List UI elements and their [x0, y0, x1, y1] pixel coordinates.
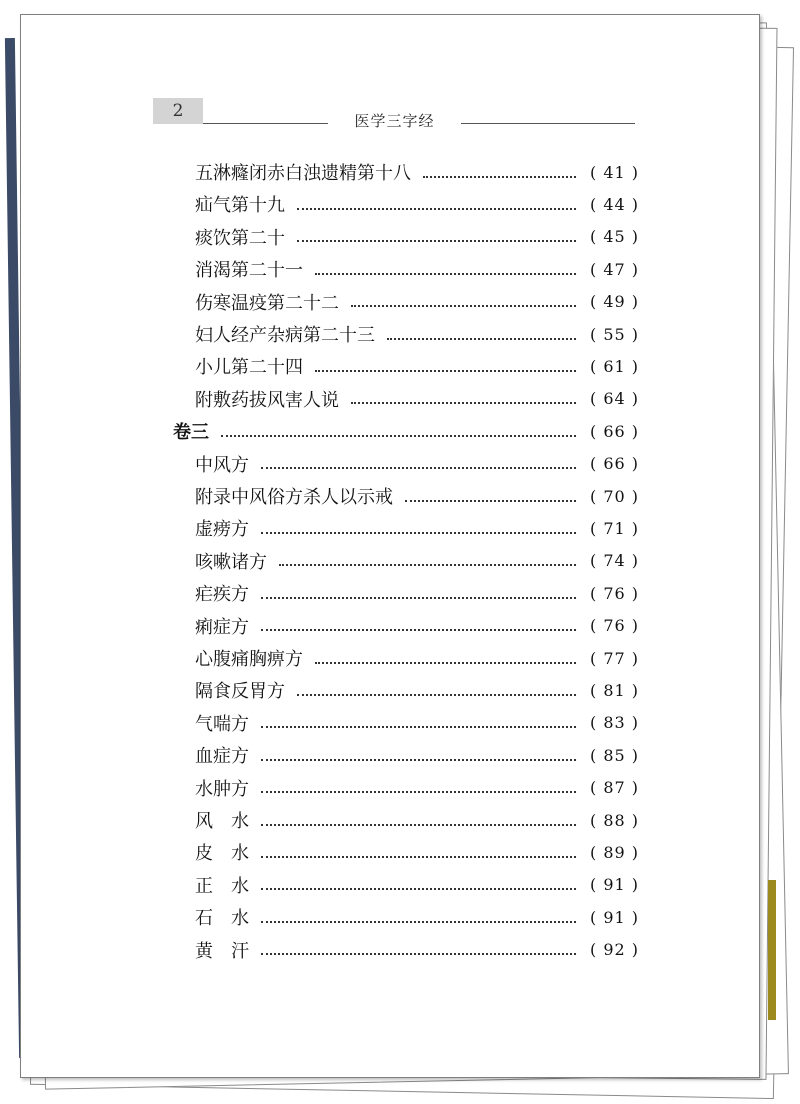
toc-entry-page: ( 83 ): [589, 713, 639, 733]
toc-entry: [173, 514, 639, 542]
toc-entry-page: ( 92 ): [589, 940, 639, 960]
toc-leader-dots: [351, 304, 576, 307]
toc-entry: [173, 871, 639, 899]
toc-entry: [173, 255, 639, 283]
toc-leader-dots: [261, 823, 576, 826]
toc-entry: [173, 158, 639, 186]
toc-entry-title: 附录中风俗方杀人以示戒: [195, 487, 393, 508]
toc-entry-title: 心腹痛胸痹方: [195, 649, 303, 670]
toc-entry: [173, 612, 639, 640]
toc-entry: [173, 320, 639, 348]
toc-entry-page: ( 70 ): [589, 486, 639, 506]
toc-entry-title: 虚痨方: [195, 519, 249, 541]
toc-entry-title: 血症方: [195, 746, 249, 768]
toc-entry: [173, 288, 639, 316]
toc-entry-page: ( 88 ): [589, 810, 639, 830]
toc-entry: [173, 741, 639, 769]
toc-entry-page: ( 66 ): [589, 454, 639, 474]
toc-entry: [173, 190, 639, 218]
toc-leader-dots: [315, 661, 576, 664]
toc-entry-title: 痢症方: [195, 616, 249, 638]
toc-entry-page: ( 45 ): [589, 227, 639, 247]
toc-leader-dots: [351, 401, 576, 404]
toc-leader-dots: [405, 499, 576, 502]
toc-entry-page: ( 77 ): [589, 648, 639, 668]
toc-entry-title: 中风方: [195, 454, 249, 476]
toc-entry: [173, 579, 639, 607]
header-rule: [203, 123, 328, 124]
toc-leader-dots: [387, 337, 576, 340]
book-title: 医学三字经: [354, 112, 435, 130]
toc-entry-title: 消渴第二十一: [195, 260, 303, 282]
toc-entry: [173, 644, 639, 672]
toc-entry-title: 风 水: [195, 811, 249, 832]
toc-entry: [173, 223, 639, 251]
toc-entry-page: ( 64 ): [589, 389, 639, 409]
toc-entry-page: ( 91 ): [589, 907, 639, 927]
toc-entry-page: ( 76 ): [589, 616, 639, 636]
toc-entry-title: 石 水: [195, 908, 249, 930]
page-number: 2: [153, 98, 203, 124]
toc-entry-title: 正 水: [195, 875, 249, 897]
toc-entry-title: 黄 汗: [195, 940, 249, 962]
toc-entry: [173, 352, 639, 380]
toc-entry-page: ( 74 ): [589, 551, 639, 571]
toc-entry-title: 疟疾方: [195, 584, 249, 606]
toc-entry-title: 水肿方: [195, 778, 249, 800]
toc-entry-page: ( 47 ): [589, 259, 639, 279]
toc-entry: [173, 774, 639, 802]
toc-leader-dots: [261, 628, 576, 631]
book-cover-edge: [768, 880, 776, 1020]
toc-entry-title: 痰饮第二十: [195, 227, 285, 249]
toc-entry: [173, 903, 639, 931]
toc-leader-dots: [297, 207, 576, 210]
toc-section-entry: [173, 417, 639, 445]
toc-leader-dots: [423, 175, 576, 178]
toc-entry: [173, 450, 639, 478]
toc-leader-dots: [315, 272, 576, 275]
toc-entry: [173, 709, 639, 737]
toc-leader-dots: [261, 855, 576, 858]
toc-entry: [173, 385, 639, 413]
toc-leader-dots: [315, 369, 576, 372]
toc-entry-title: 气喘方: [195, 713, 249, 735]
toc-entry-title: 皮 水: [195, 843, 249, 865]
toc-leader-dots: [279, 563, 576, 566]
toc-leader-dots: [221, 434, 576, 437]
toc-leader-dots: [297, 239, 576, 242]
book-page: [20, 14, 760, 1078]
toc-entry: [173, 676, 639, 704]
toc-entry-page: ( 55 ): [589, 324, 639, 344]
toc-entry: [173, 806, 639, 834]
toc-entry-title: 附敷药拔风害人说: [195, 389, 339, 411]
toc-leader-dots: [297, 693, 576, 696]
toc-entry-title: 伤寒温疫第二十二: [195, 292, 339, 314]
toc-entry: [173, 547, 639, 575]
toc-leader-dots: [261, 887, 576, 890]
toc-entry-page: ( 71 ): [589, 518, 639, 538]
toc-entry: [173, 482, 639, 510]
toc-entry-page: ( 41 ): [589, 162, 639, 182]
toc-leader-dots: [261, 758, 576, 761]
toc-entry-title: 疝气第十九: [195, 195, 285, 217]
toc-entry-page: ( 89 ): [589, 842, 639, 862]
toc-leader-dots: [261, 531, 576, 534]
toc-entry-title: 小儿第二十四: [195, 357, 303, 379]
toc-leader-dots: [261, 596, 576, 599]
toc-entry-page: ( 91 ): [589, 875, 639, 895]
toc-entry-title: 五淋癃闭赤白浊遗精第十八: [195, 163, 411, 184]
toc-entry-page: ( 61 ): [589, 356, 639, 376]
toc-leader-dots: [261, 725, 576, 728]
running-header: [21, 15, 759, 155]
toc-leader-dots: [261, 466, 576, 469]
toc-entry-title: 咳嗽诸方: [195, 551, 267, 573]
toc-entry-page: ( 81 ): [589, 680, 639, 700]
toc-leader-dots: [261, 920, 576, 923]
toc-entry-page: ( 49 ): [589, 292, 639, 312]
toc-entry-page: ( 44 ): [589, 194, 639, 214]
toc-entry-title: 隔食反胃方: [195, 681, 285, 703]
toc-entry: [173, 936, 639, 964]
toc-leader-dots: [261, 952, 576, 955]
toc-entry-page: ( 76 ): [589, 583, 639, 603]
toc-entry-page: ( 87 ): [589, 778, 639, 798]
toc-entry-title: 妇人经产杂病第二十三: [195, 325, 375, 346]
toc-entry-title: 卷三: [173, 422, 209, 444]
toc-entry: [173, 838, 639, 866]
header-rule: [461, 123, 635, 124]
toc-entry-page: ( 66 ): [589, 421, 639, 441]
toc-leader-dots: [261, 790, 576, 793]
toc-entry-page: ( 85 ): [589, 745, 639, 765]
